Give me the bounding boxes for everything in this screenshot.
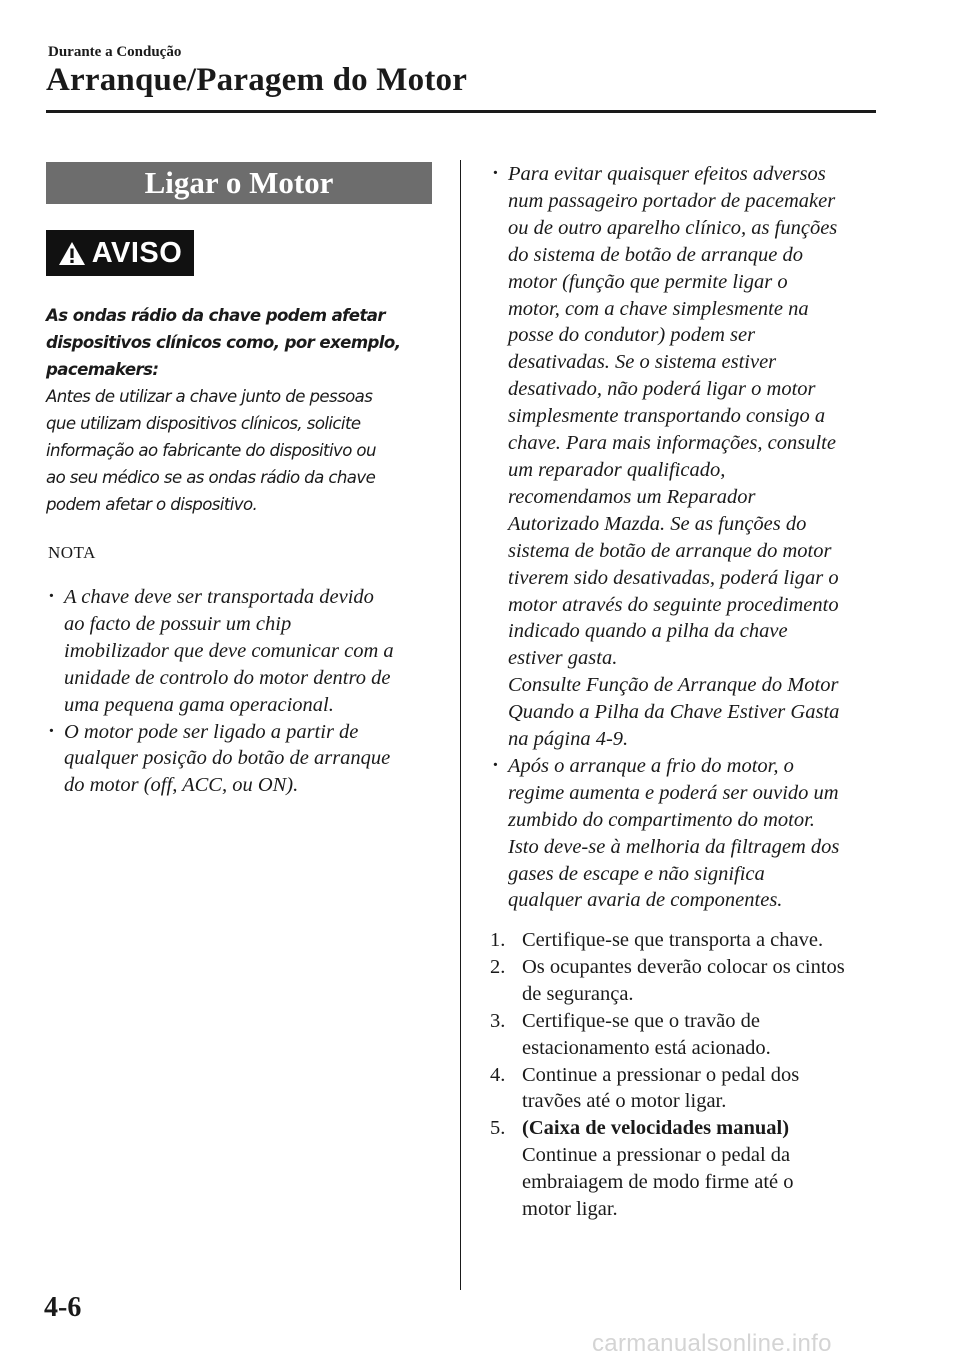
note-line: posse do condutor) podem ser bbox=[508, 324, 756, 347]
step-line: de segurança. bbox=[522, 982, 634, 1005]
warning-body-line: que utilizam dispositivos clínicos, solicite bbox=[46, 414, 361, 433]
page-number: 4-6 bbox=[44, 1292, 82, 1323]
note-line: uma pequena gama operacional. bbox=[64, 693, 334, 716]
note-line: num passageiro portador de pacemaker bbox=[508, 189, 836, 212]
note-line: regime aumenta e poderá ser ouvido um bbox=[508, 781, 839, 804]
procedure-step bbox=[488, 1062, 888, 1116]
note-line: ao facto de possuir um chip bbox=[64, 612, 292, 635]
note-line: zumbido do compartimento do motor. bbox=[508, 808, 815, 831]
step-line: estacionamento está acionado. bbox=[522, 1036, 771, 1059]
warning-heading-line: As ondas rádio da chave podem afetar bbox=[46, 306, 385, 325]
warning-heading-line: pacemakers: bbox=[46, 360, 159, 379]
warning-body-line: informação ao fabricante do dispositivo ou bbox=[46, 441, 376, 460]
step-line: Continue a pressionar o pedal dos bbox=[522, 1063, 800, 1086]
note-line: · Para evitar quaisquer efeitos adversos bbox=[508, 163, 826, 185]
warning-label: AVISO bbox=[91, 236, 183, 269]
note-bullet bbox=[490, 753, 882, 914]
note-line: motor através do seguinte procedimento bbox=[508, 593, 839, 616]
section-title: Arranque/Paragem do Motor bbox=[46, 62, 468, 98]
warning-text bbox=[46, 302, 438, 518]
step-line: travões até o motor ligar. bbox=[522, 1090, 727, 1113]
warning-body-line: ao seu médico se as ondas rádio da chave bbox=[46, 468, 376, 487]
note-bullets-left bbox=[46, 584, 438, 799]
note-line: do sistema de botão de arranque do bbox=[508, 243, 803, 266]
note-line: ou de outro aparelho clínico, as funções bbox=[508, 216, 838, 239]
note-line: gases de escape e não significa bbox=[508, 862, 765, 885]
watermark: carmanualsonline.info bbox=[592, 1330, 832, 1357]
note-line: Consulte Função de Arranque do Motor bbox=[508, 674, 839, 697]
warning-body bbox=[46, 383, 438, 518]
note-line: estiver gasta. bbox=[508, 647, 618, 670]
header-rule bbox=[46, 110, 876, 113]
step-line: Os ocupantes deverão colocar os cintos bbox=[522, 955, 845, 978]
note-line: tiverem sido desativadas, poderá ligar o bbox=[508, 566, 839, 589]
note-line: desativado, não poderá ligar o motor bbox=[508, 378, 816, 401]
note-line: recomendamos um Reparador bbox=[508, 485, 756, 508]
note-line: Isto deve-se à melhoria da filtragem dos bbox=[508, 835, 840, 858]
step-number: 1. bbox=[490, 929, 506, 951]
topic-banner: Ligar o Motor bbox=[46, 162, 432, 204]
note-line: qualquer posição do botão de arranque bbox=[64, 747, 391, 770]
procedure-step bbox=[488, 1115, 888, 1223]
note-line: · Após o arranque a frio do motor, o bbox=[508, 754, 794, 777]
procedure-step bbox=[488, 927, 888, 954]
column-divider bbox=[460, 160, 461, 1290]
note-line: · O motor pode ser ligado a partir de bbox=[64, 720, 359, 743]
note-line: do motor (off, ACC, ou ON). bbox=[64, 774, 299, 797]
note-line: motor (função que permite ligar o bbox=[508, 270, 788, 293]
note-bullets-right bbox=[490, 161, 882, 914]
note-line: Quando a Pilha da Chave Estiver Gasta bbox=[508, 701, 840, 724]
warning-body-line: podem afetar o dispositivo. bbox=[46, 495, 258, 514]
step-number: 3. bbox=[490, 1009, 506, 1032]
step-number: 2. bbox=[490, 955, 506, 978]
warning-heading bbox=[46, 302, 438, 383]
procedure-step bbox=[488, 1008, 888, 1062]
warning-body-line: Antes de utilizar a chave junto de pessoas bbox=[46, 387, 373, 406]
procedure-step bbox=[488, 954, 888, 1008]
step-line: Certifique-se que o travão de bbox=[522, 1009, 760, 1032]
step-condition: (Caixa de velocidades manual) bbox=[522, 1117, 790, 1140]
warning-heading-line: dispositivos clínicos como, por exemplo, bbox=[46, 333, 401, 352]
note-line: um reparador qualificado, bbox=[508, 458, 726, 481]
note-line: · A chave deve ser transportada devido bbox=[64, 586, 374, 608]
note-line: chave. Para mais informações, consulte bbox=[508, 432, 836, 455]
step-line: Continue a pressionar o pedal da bbox=[522, 1144, 791, 1167]
warning-badge bbox=[46, 230, 194, 276]
note-bullet bbox=[46, 719, 438, 800]
note-line: desativadas. Se o sistema estiver bbox=[508, 351, 777, 374]
note-line: unidade de controlo do motor dentro de bbox=[64, 666, 391, 689]
note-line: Autorizado Mazda. Se as funções do bbox=[508, 512, 807, 535]
step-number: 4. bbox=[490, 1063, 506, 1086]
note-line: na página 4-9. bbox=[508, 728, 629, 751]
note-bullet bbox=[46, 584, 438, 719]
note-bullet bbox=[490, 161, 882, 753]
note-line: indicado quando a pilha da chave bbox=[508, 620, 788, 643]
note-heading: NOTA bbox=[48, 543, 96, 562]
step-line: Certifique-se que transporta a chave. bbox=[522, 929, 824, 951]
chapter-label: Durante a Condução bbox=[48, 44, 182, 60]
step-line: motor ligar. bbox=[522, 1198, 618, 1221]
warning-triangle-icon bbox=[58, 241, 86, 266]
note-line: imobilizador que deve comunicar com a bbox=[64, 639, 394, 662]
step-line: embraiagem de modo firme até o bbox=[522, 1171, 794, 1194]
note-line: simplesmente transportando consigo a bbox=[508, 405, 826, 428]
procedure-steps bbox=[488, 927, 888, 1223]
step-number: 5. bbox=[490, 1117, 506, 1140]
note-line: motor, com a chave simplesmente na bbox=[508, 297, 809, 320]
note-line: qualquer avaria de componentes. bbox=[508, 889, 783, 912]
note-line: sistema de botão de arranque do motor bbox=[508, 539, 832, 562]
